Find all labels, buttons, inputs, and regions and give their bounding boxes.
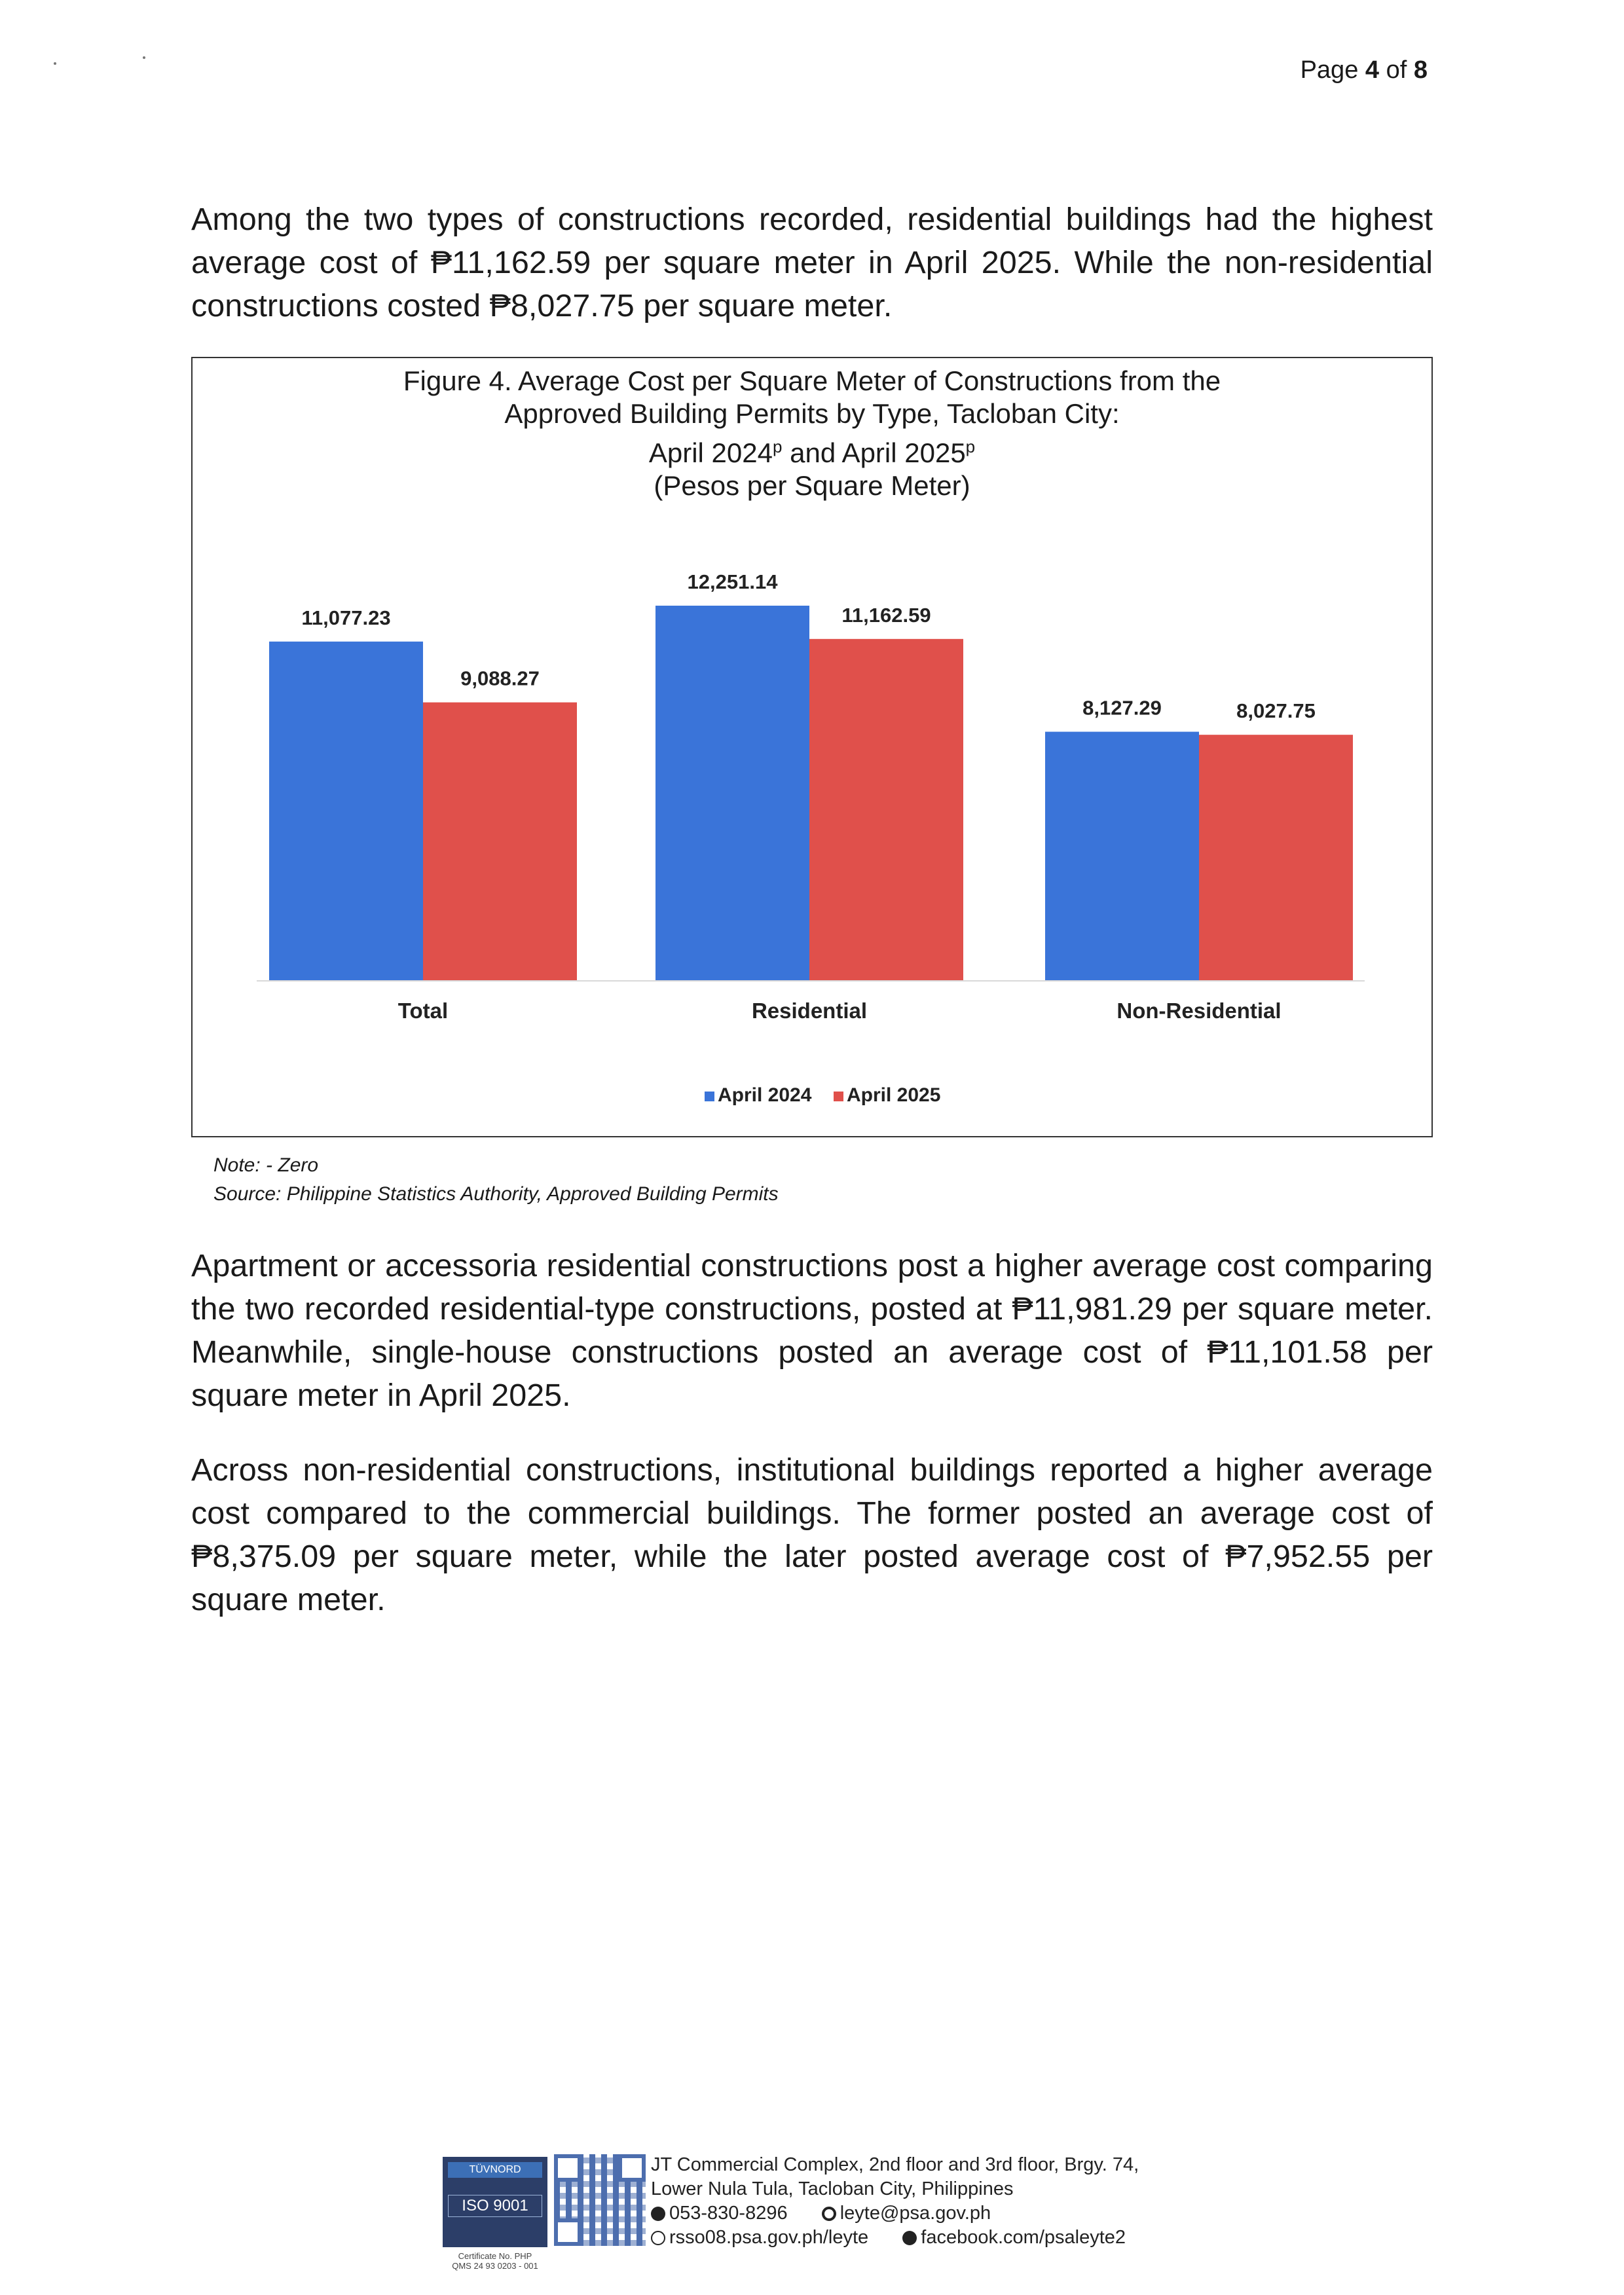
certificate-number: [443, 2251, 547, 2271]
paragraph-residential-vs-nonresidential: Among the two types of constructions recorded, residential buildings had the highest average cost of ₱11,162.59 per square meter in April 2025. While the non-residential constructions costed ₱8,027.75 per square meter.: [191, 202, 1433, 323]
bar-chart: [193, 358, 1431, 1135]
scan-speck: [143, 56, 145, 59]
legend-swatch: [834, 1092, 843, 1101]
email-link[interactable]: leyte@psa.gov.ph: [840, 2203, 991, 2224]
figure-4-chart: [191, 357, 1433, 1137]
scan-speck: [54, 62, 56, 65]
cert-number-line2: QMS 24 93 0203 - 001: [452, 2261, 538, 2271]
bar-total-april-2025: [423, 703, 577, 980]
data-label: 8,027.75: [1236, 699, 1316, 723]
figure-title-line4: (Pesos per Square Meter): [654, 470, 970, 501]
website-link[interactable]: rsso08.psa.gov.ph/leyte: [669, 2227, 869, 2248]
figure-notes: [213, 1151, 779, 1209]
category-label: Non-Residential: [1116, 999, 1282, 1023]
figure-title-line1: Figure 4. Average Cost per Square Meter of Constructions from the: [403, 365, 1221, 396]
data-label: 11,077.23: [301, 606, 391, 629]
category-label: Total: [397, 999, 449, 1023]
page-prefix: Page: [1300, 56, 1359, 84]
category-label: Residential: [751, 999, 868, 1023]
address-line2: Lower Nula Tula, Tacloban City, Philippines: [651, 2178, 1014, 2199]
cert-iso: ISO 9001: [448, 2195, 542, 2217]
email-icon: [822, 2207, 836, 2221]
bar-non-residential-april-2025: [1199, 735, 1353, 980]
legend-label: April 2024: [718, 1084, 812, 1106]
bar-total-april-2024: [269, 642, 423, 980]
phone-icon: [651, 2207, 665, 2221]
note-line: Note: - Zero: [213, 1154, 319, 1176]
page-number: [1301, 56, 1428, 84]
cert-number-line1: Certificate No. PHP: [458, 2251, 532, 2261]
data-label: 11,162.59: [841, 603, 931, 627]
data-label: 8,127.29: [1082, 696, 1162, 720]
facebook-icon: [902, 2231, 917, 2245]
bar-non-residential-april-2024: [1045, 732, 1199, 980]
page-of: of: [1386, 56, 1407, 84]
phone-number: 053-830-8296: [669, 2203, 788, 2224]
title-period-2: and April 2025: [782, 437, 966, 468]
data-label: 9,088.27: [460, 667, 540, 690]
cert-brand: TÜVNORD: [448, 2162, 542, 2178]
bar-residential-april-2025: [809, 639, 963, 980]
footer: [443, 2148, 1228, 2271]
page-total: 8: [1413, 56, 1428, 84]
facebook-link[interactable]: facebook.com/psaleyte2: [921, 2227, 1126, 2248]
contact-info: [651, 2153, 1139, 2250]
web-icon: [651, 2231, 665, 2245]
data-label: 12,251.14: [687, 570, 778, 593]
address-line1: JT Commercial Complex, 2nd floor and 3rd floor, Brgy. 74,: [651, 2154, 1139, 2175]
qr-code-icon[interactable]: [554, 2154, 646, 2246]
source-line: Source: Philippine Statistics Authority, Approved Building Permits: [213, 1183, 779, 1205]
title-period-1: April 2024: [648, 437, 773, 468]
paragraph-nonresidential-types: Across non-residential constructions, institutional buildings reported a higher average cost compared to the commercial buildings. The former posted an average cost of ₱8,375.09 per square meter, while the later posted average cost of ₱7,952.55 per square meter.: [191, 1452, 1433, 1617]
page-current: 4: [1365, 56, 1380, 84]
paragraph-residential-types: Apartment or accessoria residential constructions post a higher average cost comparing the two recorded residential-type constructions, posted at ₱11,981.29 per square meter. Meanwhile, single-house constructions posted an average cost of ₱11,101.58 per square meter in April 2025.: [191, 1248, 1433, 1413]
legend-label: April 2025: [847, 1084, 941, 1106]
figure-title-line2: Approved Building Permits by Type, Tacloban City:: [504, 398, 1120, 429]
preliminary-mark: p: [772, 437, 783, 456]
bar-residential-april-2024: [655, 606, 809, 980]
iso-certification-badge: [443, 2157, 547, 2247]
preliminary-mark: p: [965, 437, 976, 456]
legend-swatch: [705, 1092, 714, 1101]
